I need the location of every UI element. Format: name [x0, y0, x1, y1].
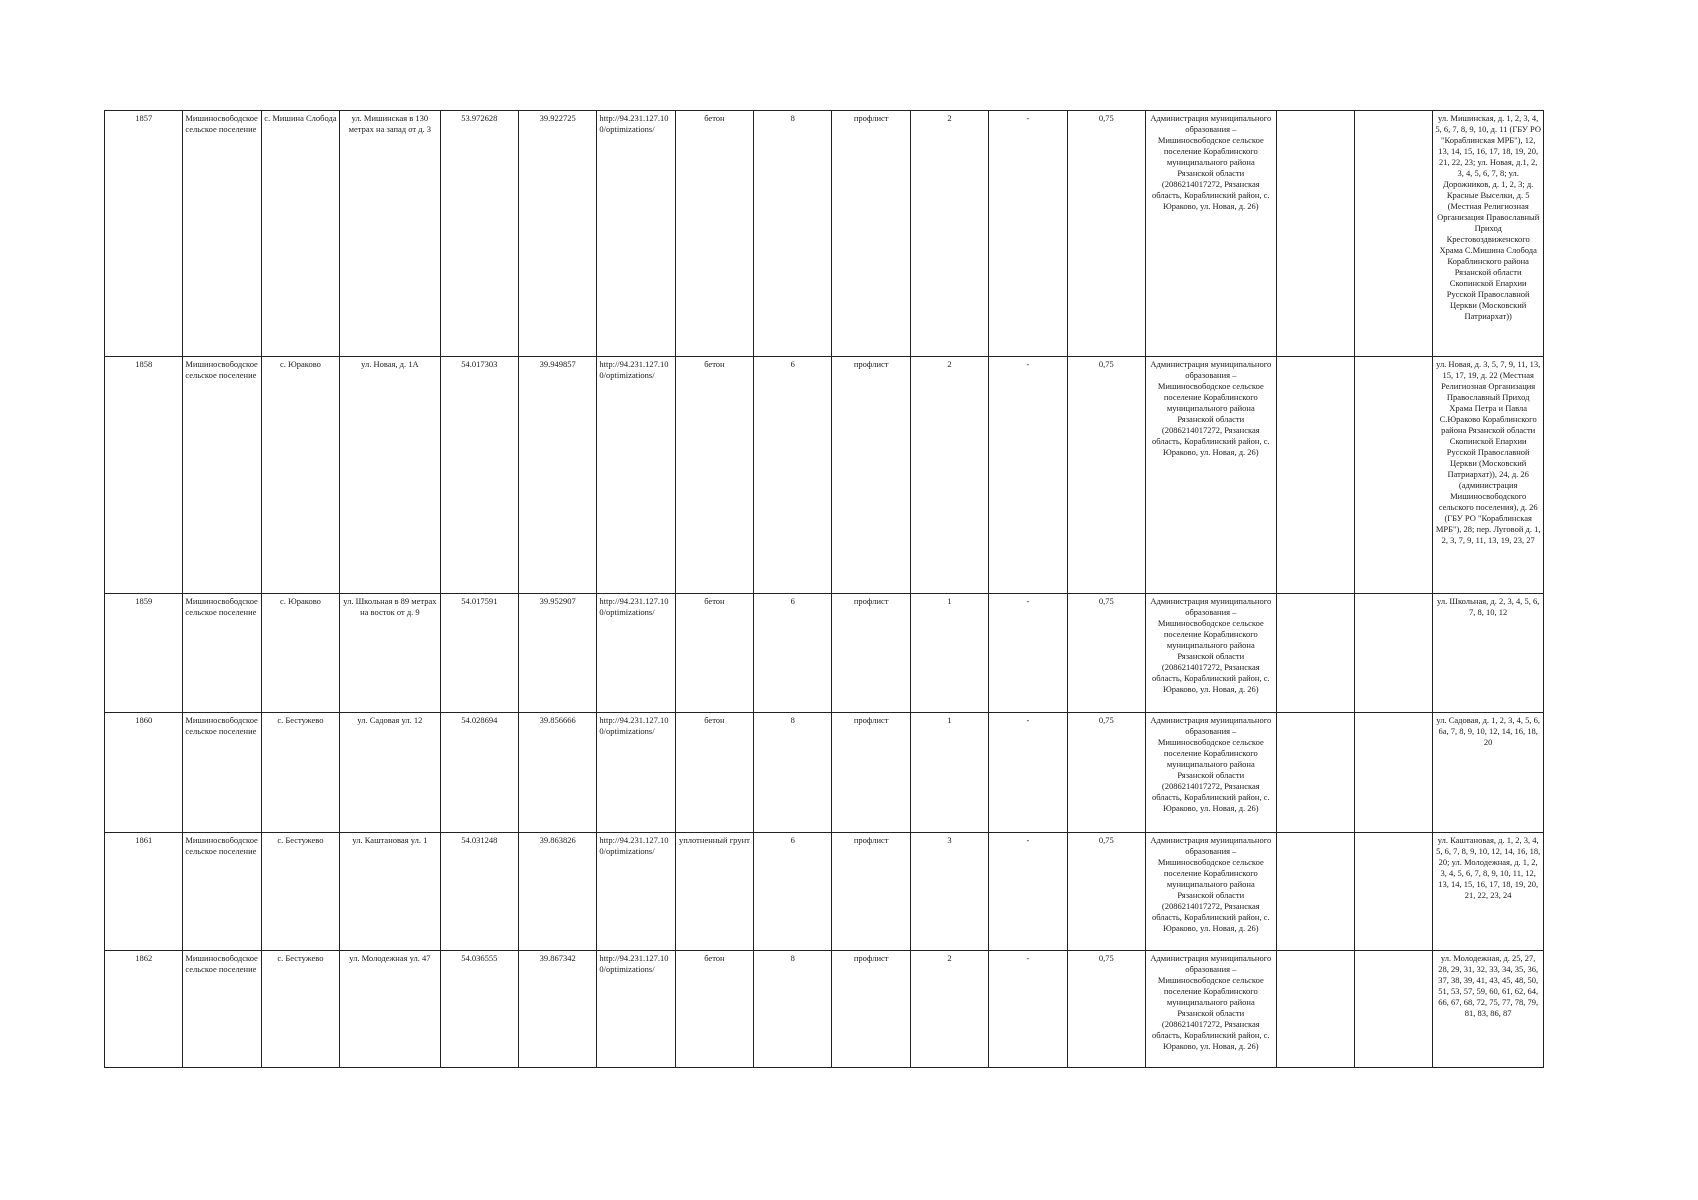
cell-area: 8 [754, 951, 832, 1068]
cell-number: 1857 [105, 111, 183, 357]
cell-latitude: 54.017591 [440, 594, 518, 713]
cell-url: http://94.231.127.100/optimizations/ [597, 111, 675, 357]
cell-locality: с. Юраково [261, 357, 339, 594]
cell-dash: - [989, 111, 1067, 357]
cell-longitude: 39.863826 [518, 833, 596, 951]
cell-owner: Администрация муниципального образования – Мишиносвободское сельское поселение Кораблинского муниципального района Рязанской области (2086214017272, Рязанская область, Кораблинский район, с. Юраково, ул. Новая, д. 26) [1145, 833, 1276, 951]
cell-settlement: Мишиносвободское сельское поселение [183, 111, 261, 357]
cell-volume: 0,75 [1067, 357, 1145, 594]
cell-empty [1354, 111, 1432, 357]
cell-longitude: 39.867342 [518, 951, 596, 1068]
cell-address: ул. Молодежная ул. 47 [340, 951, 440, 1068]
cell-surface: уплотненный грунт [675, 833, 753, 951]
cell-surface: бетон [675, 594, 753, 713]
cell-empty [1354, 357, 1432, 594]
cell-dash: - [989, 951, 1067, 1068]
cell-fence: профлист [832, 833, 910, 951]
cell-owner: Администрация муниципального образования – Мишиносвободское сельское поселение Кораблинского муниципального района Рязанской области (2086214017272, Рязанская область, Кораблинский район, с. Юраково, ул. Новая, д. 26) [1145, 594, 1276, 713]
cell-served-objects: ул. Садовая, д. 1, 2, 3, 4, 5, 6, 6а, 7, 8, 9, 10, 12, 14, 16, 18, 20 [1433, 713, 1544, 833]
cell-url: http://94.231.127.100/optimizations/ [597, 357, 675, 594]
cell-latitude: 53.972628 [440, 111, 518, 357]
cell-fence: профлист [832, 713, 910, 833]
cell-settlement: Мишиносвободское сельское поселение [183, 713, 261, 833]
cell-surface: бетон [675, 951, 753, 1068]
cell-area: 6 [754, 833, 832, 951]
cell-empty [1276, 951, 1354, 1068]
cell-settlement: Мишиносвободское сельское поселение [183, 951, 261, 1068]
cell-number: 1861 [105, 833, 183, 951]
cell-empty [1276, 594, 1354, 713]
cell-latitude: 54.036555 [440, 951, 518, 1068]
cell-owner: Администрация муниципального образования – Мишиносвободское сельское поселение Кораблинского муниципального района Рязанской области (2086214017272, Рязанская область, Кораблинский район, с. Юраково, ул. Новая, д. 26) [1145, 357, 1276, 594]
table-row [105, 833, 1544, 951]
cell-containers: 1 [910, 713, 988, 833]
cell-dash: - [989, 357, 1067, 594]
cell-empty [1276, 111, 1354, 357]
cell-number: 1862 [105, 951, 183, 1068]
cell-settlement: Мишиносвободское сельское поселение [183, 833, 261, 951]
cell-dash: - [989, 594, 1067, 713]
cell-empty [1354, 951, 1432, 1068]
cell-volume: 0,75 [1067, 951, 1145, 1068]
cell-url: http://94.231.127.100/optimizations/ [597, 713, 675, 833]
cell-longitude: 39.922725 [518, 111, 596, 357]
cell-area: 6 [754, 594, 832, 713]
cell-url: http://94.231.127.100/optimizations/ [597, 594, 675, 713]
registry-table [104, 110, 1544, 1068]
cell-served-objects: ул. Мишинская, д. 1, 2, 3, 4, 5, 6, 7, 8, 9, 10, д. 11 (ГБУ РО "Кораблинская МРБ"), 12, 13, 14, 15, 16, 17, 18, 19, 20, 21, 22, 23; ул. Новая, д.1, 2, 3, 4, 5, 6, 7, 8; ул. Дорожников, д. 1, 2, 3; д. Красные Выселки, д. 5 (Местная Религиозная Организация Православный Приход Крестовоздвиженского Храма С.Мишина Слобода Кораблинского района Рязанской области Скопинской Епархии Русской Православной Церкви (Московский Патриархат)) [1433, 111, 1544, 357]
cell-containers: 1 [910, 594, 988, 713]
document-page [104, 110, 1544, 1068]
cell-surface: бетон [675, 713, 753, 833]
cell-latitude: 54.017303 [440, 357, 518, 594]
cell-empty [1276, 357, 1354, 594]
table-row [105, 713, 1544, 833]
cell-owner: Администрация муниципального образования – Мишиносвободское сельское поселение Кораблинского муниципального района Рязанской области (2086214017272, Рязанская область, Кораблинский район, с. Юраково, ул. Новая, д. 26) [1145, 713, 1276, 833]
cell-area: 8 [754, 713, 832, 833]
table-row [105, 951, 1544, 1068]
cell-fence: профлист [832, 951, 910, 1068]
cell-containers: 2 [910, 111, 988, 357]
cell-served-objects: ул. Новая, д. 3, 5, 7, 9, 11, 13, 15, 17, 19, д. 22 (Местная Религиозная Организация Православный Приход Храма Петра и Павла С.Юраково Кораблинского района Рязанской области Скопинской Епархии Русской Православной Церкви (Московский Патриархат)), 24, д. 26 (администрация Мишиносвободского сельского поселения), д. 26 (ГБУ РО "Кораблинская МРБ"), 28; пер. Луговой д. 1, 2, 3, 7, 9, 11, 13, 19, 23, 27 [1433, 357, 1544, 594]
cell-containers: 2 [910, 951, 988, 1068]
cell-empty [1354, 833, 1432, 951]
cell-served-objects: ул. Школьная, д. 2, 3, 4, 5, 6, 7, 8, 10, 12 [1433, 594, 1544, 713]
cell-served-objects: ул. Молодежная, д. 25, 27, 28, 29, 31, 32, 33, 34, 35, 36, 37, 38, 39, 41, 43, 45, 48, 50, 51, 53, 57, 59, 60, 61, 62, 64, 66, 67, 68, 72, 75, 77, 78, 79, 81, 83, 86, 87 [1433, 951, 1544, 1068]
cell-empty [1354, 713, 1432, 833]
cell-volume: 0,75 [1067, 713, 1145, 833]
cell-address: ул. Садовая ул. 12 [340, 713, 440, 833]
table-row [105, 111, 1544, 357]
cell-fence: профлист [832, 111, 910, 357]
table-row [105, 357, 1544, 594]
cell-latitude: 54.031248 [440, 833, 518, 951]
cell-address: ул. Каштановая ул. 1 [340, 833, 440, 951]
cell-containers: 3 [910, 833, 988, 951]
cell-surface: бетон [675, 357, 753, 594]
cell-containers: 2 [910, 357, 988, 594]
cell-empty [1276, 713, 1354, 833]
cell-owner: Администрация муниципального образования – Мишиносвободское сельское поселение Кораблинского муниципального района Рязанской области (2086214017272, Рязанская область, Кораблинский район, с. Юраково, ул. Новая, д. 26) [1145, 111, 1276, 357]
cell-longitude: 39.952907 [518, 594, 596, 713]
cell-locality: с. Бестужево [261, 833, 339, 951]
cell-longitude: 39.949857 [518, 357, 596, 594]
cell-latitude: 54.028694 [440, 713, 518, 833]
cell-area: 6 [754, 357, 832, 594]
cell-locality: с. Бестужево [261, 713, 339, 833]
cell-locality: с. Юраково [261, 594, 339, 713]
cell-dash: - [989, 713, 1067, 833]
cell-locality: с. Бестужево [261, 951, 339, 1068]
cell-owner: Администрация муниципального образования – Мишиносвободское сельское поселение Кораблинского муниципального района Рязанской области (2086214017272, Рязанская область, Кораблинский район, с. Юраково, ул. Новая, д. 26) [1145, 951, 1276, 1068]
table-row [105, 594, 1544, 713]
cell-longitude: 39.856666 [518, 713, 596, 833]
cell-surface: бетон [675, 111, 753, 357]
cell-settlement: Мишиносвободское сельское поселение [183, 357, 261, 594]
cell-area: 8 [754, 111, 832, 357]
cell-address: ул. Школьная в 89 метрах на восток от д. 9 [340, 594, 440, 713]
cell-fence: профлист [832, 357, 910, 594]
cell-empty [1354, 594, 1432, 713]
cell-number: 1859 [105, 594, 183, 713]
cell-dash: - [989, 833, 1067, 951]
cell-settlement: Мишиносвободское сельское поселение [183, 594, 261, 713]
cell-locality: с. Мишина Слобода [261, 111, 339, 357]
cell-empty [1276, 833, 1354, 951]
cell-volume: 0,75 [1067, 111, 1145, 357]
cell-served-objects: ул. Каштановая, д. 1, 2, 3, 4, 5, 6, 7, 8, 9, 10, 12, 14, 16, 18, 20; ул. Молодежная, д. 1, 2, 3, 4, 5, 6, 7, 8, 9, 10, 11, 12, 13, 14, 15, 16, 17, 18, 19, 20, 21, 22, 23, 24 [1433, 833, 1544, 951]
cell-address: ул. Мишинская в 130 метрах на запад от д. 3 [340, 111, 440, 357]
cell-fence: профлист [832, 594, 910, 713]
cell-url: http://94.231.127.100/optimizations/ [597, 951, 675, 1068]
cell-url: http://94.231.127.100/optimizations/ [597, 833, 675, 951]
cell-volume: 0,75 [1067, 594, 1145, 713]
cell-volume: 0,75 [1067, 833, 1145, 951]
cell-number: 1858 [105, 357, 183, 594]
cell-address: ул. Новая, д. 1А [340, 357, 440, 594]
cell-number: 1860 [105, 713, 183, 833]
